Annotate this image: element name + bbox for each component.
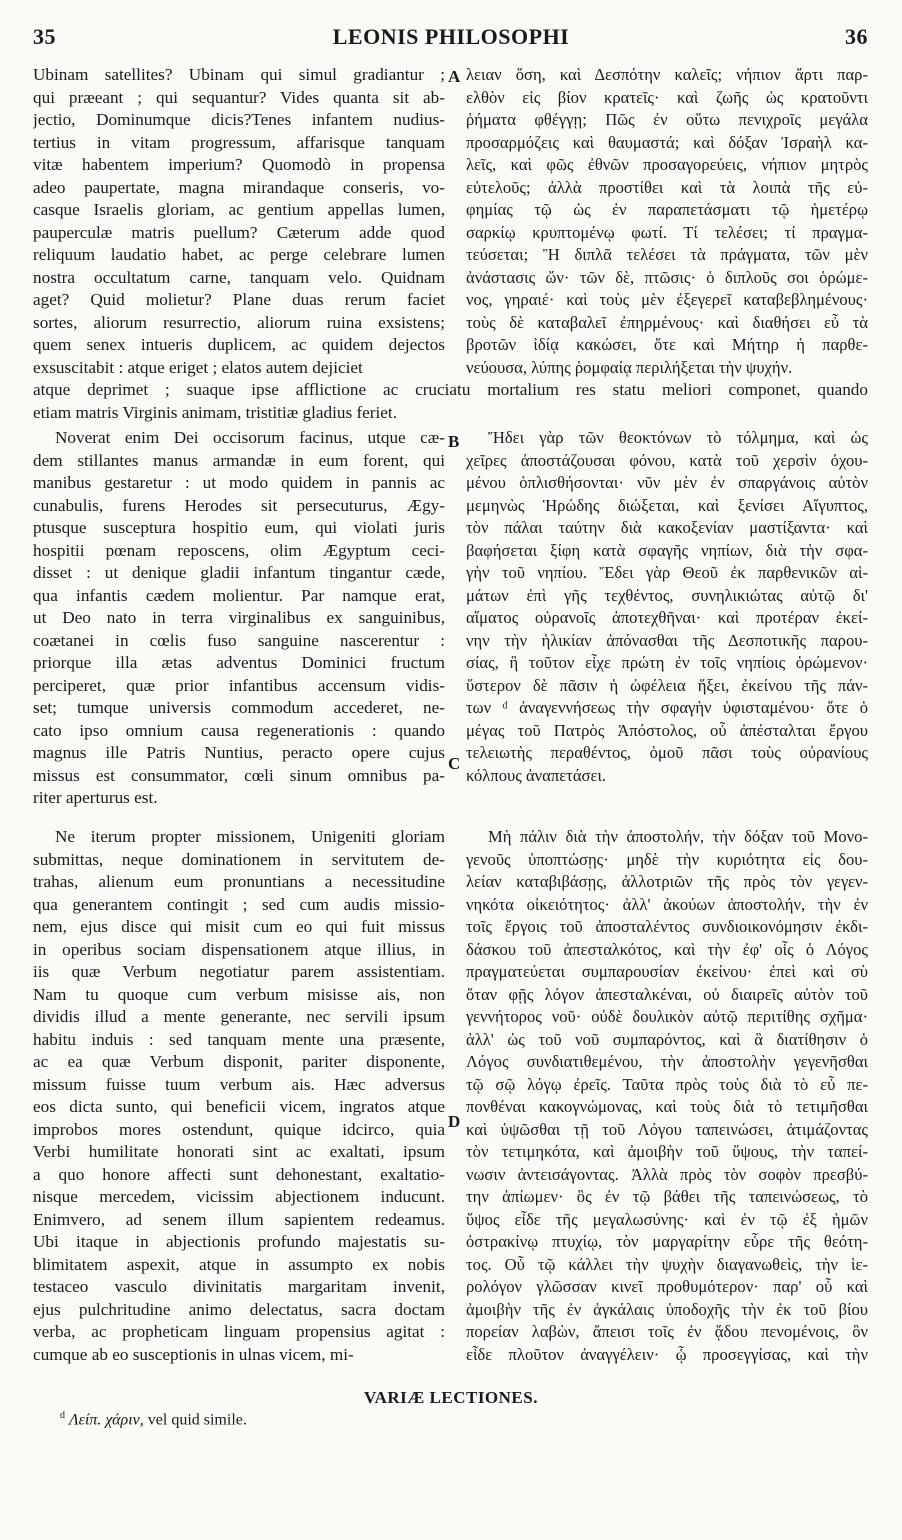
greek-column-middle <box>466 427 868 787</box>
text-line: trahas, alienum eum pronuntians a necessitudine <box>33 872 445 891</box>
text-line: hospitii pœnam reposcens, olim Ægyptum ceci- <box>33 540 445 560</box>
footnote-marker: d <box>60 1410 65 1421</box>
text-line: ἀμοιβὴν τῆς ἐν ἀγκάλαις ὑποδοχῆς τὴν ἐκ τοῦ βίου <box>466 1299 868 1319</box>
text-line: τοὺς δὲ καταβαλεῖ ἐπηρμένους· καὶ διαθήσει εὖ τὰ <box>466 312 868 332</box>
text-line: vitæ habentem imperium? Quomodò in propensa <box>33 155 445 174</box>
text-line: νεύουσα, λύπης ῥομφαίᾳ περιλήξεται τὴν ψυχήν. <box>466 357 793 377</box>
text-line: reliquum laudatio habet, ac perge celebrare lumen <box>33 245 445 264</box>
text-line: ὅταν φῇς λόγον ἀπεσταλκέναι, οὐ διαιρεῖς αὐτὸν τοῦ <box>466 984 868 1004</box>
text-line: πορείαν λαβὼν, ἄπεισι τοῖς ἐν ᾅδου πενομένοις, ὃν <box>466 1322 868 1341</box>
text-line: nisque mercedem, vicissim abjectionem inducunt. <box>33 1187 445 1206</box>
text-line: ῥήματα φθέγγῃ; Πῶς ἐν οὕτω πενιχροῖς μεγάλα <box>466 110 868 129</box>
text-line: λειαν ὅση, καὶ Δεσπότην καλεῖς; νήπιον ἄρτι παρ- <box>466 65 868 84</box>
variae-lectiones-heading: VARIÆ LECTIONES. <box>364 1388 538 1407</box>
text-line: nostra occultatum carne, tanquam velo. Quidnam <box>33 267 445 287</box>
text-line: missus est consummator, cœli sinum omnibus pa- <box>33 765 445 785</box>
text-line: tertius in vitam progressum, affarisque tanquam <box>33 132 445 152</box>
text-line: καὶ ὑψῶσθαι τῇ τοῦ Λόγου ταπεινώσει, ἀτιμάζοντας <box>466 1119 868 1139</box>
text-line: γεννήτορος νοῦ· οὐδὲ δουλικὸν αὐτῷ περιτίθης σχῆμα· <box>466 1007 868 1026</box>
latin-column-bottom <box>33 826 445 1366</box>
text-line: κόλπους ἀναπετάσει. <box>466 765 607 785</box>
text-line: jectio, Dominumque dicis?Tenes infantem nudius- <box>33 110 445 129</box>
text-line: cumque ab eo susceptionis in ulnas vicem, mi- <box>33 1344 354 1364</box>
text-line: quem senex intueris duplicem, ac quidem dejectos <box>33 335 445 354</box>
text-line: τὸν πάλαι ταύτην διὰ κακοξενίαν μαστίξαντα· καὶ <box>466 518 868 537</box>
text-line: Ubi itaque in abjectionis profundo majestatis su- <box>33 1232 445 1251</box>
text-line: riter aperturus est. <box>33 788 158 807</box>
text-line: δάσκου τοῦ ἀπεσταλκότος, καὶ τὴν ἐφ' οἷς ὁ Λόγος <box>466 939 868 959</box>
text-line: πραγματεύεται συμπαρουσίαν ἐκείνου· ἐπεὶ καὶ σὺ <box>466 962 868 981</box>
text-line: qui præeant ; qui sequantur? Vides quanta sit ab- <box>33 87 445 107</box>
text-line: προσαρμόζεις καὶ θαυμαστά; καὶ δόξαν Ἰσραὴλ κα- <box>466 132 868 152</box>
text-line: eos dicta sunto, qui beneficii vicem, ingratos atque <box>33 1097 445 1116</box>
text-line: ptusque susceptura hospitio eum, qui violati juris <box>33 518 445 537</box>
text-line: σαρκίῳ κρυπτομένῳ φωτί. Τί τελέσει; τί πραγμα- <box>466 222 868 242</box>
text-line: των ᵈ ἀναγεννήσεως τὴν σφαγὴν ὑφισταμένου· ὅτε ὁ <box>466 698 868 717</box>
greek-column-bottom <box>466 826 868 1366</box>
text-line: ut Deo nato in terra virginalibus ex sanguinibus, <box>33 608 445 627</box>
text-line: ὕστερον δὲ πᾶσιν ἡ ὠφέλεια ἥξει, ἐκείνου τῆς πάν- <box>466 675 868 695</box>
text-line: ὀστρακίνῳ πτυχίῳ, τὸν μαργαρίτην εὗρε τῆς θεότη- <box>466 1232 868 1251</box>
text-line: χεῖρες ἀποστάζουσαι φόνου, κατὰ τοῦ χερσὶν ὀχου- <box>466 450 868 470</box>
text-line: Noverat enim Dei occisorum facinus, utque cæ- <box>55 428 445 447</box>
text-line: νην τὴν ἡλικίαν ἀπόνασθαι τῆς Δεσποτικῆς παρου- <box>466 630 868 650</box>
text-line: etiam matris Virginis animam, tristitiæ gladius feriet. <box>33 402 397 422</box>
text-line: exsuscitabit : atque eriget ; elatos autem dejiciet <box>33 357 363 377</box>
footnote-greek: Λείπ. χάριν, <box>69 1411 144 1429</box>
text-line: Nam tu quoque cum verbum misisse ais, non <box>33 984 445 1004</box>
text-line: nem, ejus disce qui misit cum eo qui fuit missus <box>33 917 445 936</box>
text-line: ejus pulchritudine animo delectatus, sacra doctam <box>33 1299 445 1319</box>
margin-mark-b: B <box>448 432 460 451</box>
text-line: iis quæ Verbum negotiatur parem assistentiam. <box>33 962 445 981</box>
text-line: νος, γηραιέ· καὶ τοὺς μὲν ἐξεγερεῖ καταβεβλημένους· <box>466 290 868 309</box>
text-line: verba, ac propheticam linguam propensius agitat : <box>33 1322 445 1341</box>
text-line: in operibus sociam dispensationem atque illius, in <box>33 939 445 959</box>
text-line: cunabulis, furens Herodes sit persecuturus, Ægy- <box>33 495 445 515</box>
latin-column-top <box>33 64 445 379</box>
text-line: Enimvero, ad senem illum sapientem redeamus. <box>33 1209 445 1229</box>
text-line: pauperculæ matris puellum? Cæterum adde quod <box>33 222 445 242</box>
text-line: λείαν καταβιβάσῃς, ἀλλοτριῶν τῆς πρὸς τὸν γεγεν- <box>466 872 868 891</box>
text-line: βαφήσεται ξίφη κατὰ σφαγῆς νηπίων, διὰ τὴν σφα- <box>466 540 868 560</box>
text-line: dem stillantes manus armandæ in eum forent, qui <box>33 450 445 470</box>
text-line: ἀνάστασις ὤν· τῶν δὲ, πτῶσις· ὁ διπλοῦς σοι ὁρώμε- <box>466 267 868 287</box>
text-line: την ἀπίωμεν· ὃς ἐν τῷ βάθει τῆς ταπεινώσεως, τὸ <box>466 1187 868 1206</box>
latin-column-middle <box>33 427 445 810</box>
text-line: μέγας τοῦ Πατρὸς Ἀπόστολος, οὗ ἀπέσταλται ἔργου <box>466 720 868 740</box>
text-line: atque deprimet ; suaque ipse afflictione ac cruciatu mortalium res statu meliori componet, quando <box>33 380 868 399</box>
footnote <box>60 1410 247 1429</box>
text-line: Μὴ πάλιν διὰ τὴν ἀποστολήν, τὴν δόξαν τοῦ Μονο- <box>488 827 868 846</box>
spanning-text <box>33 379 868 424</box>
text-line: μάτων ἐπὶ γῆς τεχθέντος, συνηλικιώτας αὐτῷ δι' <box>466 585 868 605</box>
text-line: μένου ὁπλισθήσονται· νῦν μὲν ἐν σπαργάνοις αὐτὸν <box>466 473 868 492</box>
text-line: blimitatem aspexit, atque in assumpto ex nobis <box>33 1254 445 1274</box>
text-line: τος. Οὗ τῷ κάλλει τὴν ψυχὴν διαγανωθεὶς, τὴν ἱε- <box>466 1254 868 1274</box>
text-line: cato ipso omnium causa regenerationis : quando <box>33 720 445 740</box>
text-line: casque Israelis gloriam, ac gentium appellas lumen, <box>33 200 445 219</box>
text-line: dividis illud a mente generante, nec servili ipsum <box>33 1007 445 1026</box>
text-line: λεῖς, καὶ φῶς ἐθνῶν προσαγορεύεις, νήπιον μητρὸς <box>466 155 868 174</box>
text-line: habitu induis : sed tanquam mente una præsente, <box>33 1029 445 1049</box>
text-line: βροτῶν ἰδίᾳ κακώσει, ὅτε καὶ Μήτηρ ἡ παρθε- <box>466 335 868 354</box>
text-line: τελειωτὴς περαθέντος, ὁμοῦ πᾶσι τοὺς οὐρανίους <box>466 743 868 762</box>
text-line: disset : ut denique gladii infantum tingantur cæde, <box>33 563 445 582</box>
text-line: μεμηνὼς Ἡρώδης διώξεται, καὶ ξενίσει Αἴγυπτος, <box>466 495 868 515</box>
text-line: Ἤδει γὰρ τῶν θεοκτόνων τὸ τόλμημα, καὶ ὡς <box>488 428 868 447</box>
text-line: ἀλλ' ὡς τοῦ νοῦ συμπαρόντος, καὶ ἃ διατίθησιν ὁ <box>466 1029 868 1049</box>
text-line: ὕψος εἶδε τῆς μεγαλωσύνης· καὶ ἐν τῷ ἐξ ἡμῶν <box>466 1209 868 1229</box>
text-line: ρολόγον γλῶσσαν κινεῖ προθυμότερον· παρ' οὗ καὶ <box>466 1277 868 1296</box>
text-line: τῷ σῷ λόγῳ ἐρεῖς. Ταῦτα πρὸς τοὺς διὰ τὸ εὖ πε- <box>466 1074 868 1094</box>
left-page-number: 35 <box>33 24 56 49</box>
text-line: εἶδε πλοῦτον ἀναγγέλειν· ᾧ προσεγγίσας, καὶ τὴν <box>466 1344 868 1364</box>
text-line: τεύσεται; Ἢ διπλᾶ τελέσει τὰ πράγματα, τῶν μὲν <box>466 245 868 264</box>
text-line: qua infantis cædem molientur. Par namque erat, <box>33 585 445 605</box>
text-line: missum fuisse tuum verbum ais. Hæc adversus <box>33 1074 445 1094</box>
text-line: γὴν τοῦ νηπίου. Ἔδει γὰρ Θεοῦ ἐκ παρθενικῶν αἱ- <box>466 563 868 582</box>
text-line: coætanei in cœlis fuso sanguine nascerentur : <box>33 630 445 650</box>
text-line: πονθέναι κακογνώμονας, καὶ τοὺς διὰ τὸ τετιμῆσθαι <box>466 1097 868 1116</box>
running-title: LEONIS PHILOSOPHI <box>332 24 570 49</box>
text-line: σίας, ἣ τοῦτον εἶχε πρώτη ἐν τοῖς νηπίοις ὁρώμενον· <box>466 653 868 672</box>
text-line: νηκότα οἰκειότητος· ἀλλ' ἀκούων ἀποστολήν, τὴν ἐν <box>466 894 868 914</box>
greek-column-top <box>466 64 868 379</box>
text-line: ac ea quæ Verbum disponit, pariter disponente, <box>33 1052 445 1071</box>
text-line: submittas, neque dominationem in servitutem de- <box>33 849 445 869</box>
text-line: νωσιν ἀντεισάγοντας. Ἀλλὰ πρὸς τὸν σοφὸν πρεσβύ- <box>466 1164 868 1184</box>
text-line: εὐτελοῦς; ἀλλὰ προστίθει καὶ τὰ λοιπὰ τῆς εὐ- <box>466 177 868 197</box>
text-line: set; tumque universis commodum accederet, ne- <box>33 698 445 717</box>
text-line: priorque illa ætas adventus Dominici fructum <box>33 653 445 672</box>
text-line: γενοῦς ὑποπτώσῃς· μηδὲ τὴν κυριότητα εἰς δου- <box>466 849 868 869</box>
text-line: qua generantem contingit ; sed cum audis missio- <box>33 894 445 914</box>
margin-mark-a: A <box>448 67 461 86</box>
text-line: ελθὸν εἰς βίον κρατεῖς· καὶ ζωῆς ὡς κρατοῦντι <box>466 87 868 107</box>
text-line: adeo paupertate, magna mirandaque conseris, vo- <box>33 177 445 197</box>
right-page-number: 36 <box>845 24 868 49</box>
margin-mark-c: C <box>448 754 461 773</box>
text-line: aget? Quid molietur? Plane duas rerum faciet <box>33 290 445 309</box>
text-line: τοῖς ἔργοις τοῦ ἀποσταλέντος συνδιοικονόμησιν ἐκδι- <box>466 917 868 936</box>
text-line: sortes, aliorum resurrectio, aliorum ruina exsistens; <box>33 312 445 332</box>
text-line: improbos mores ostendunt, quique idcirco, quia <box>33 1119 445 1139</box>
text-line: manibus gestaretur : ut modo quidem in pannis ac <box>33 473 445 492</box>
text-line: τὸν τετιμηκότα, καὶ ἀμοιβὴν τοῦ ὕψους, τὴν ταπεί- <box>466 1142 868 1161</box>
text-line: Verbi humilitate honorati sint ac exaltati, ipsum <box>33 1142 445 1161</box>
text-line: perciperet, quæ prior infantibus accensum vidis- <box>33 675 445 695</box>
footnote-latin: vel quid simile. <box>147 1411 247 1429</box>
margin-mark-d: D <box>448 1112 461 1131</box>
text-line: αἵματος οὐρανοῖς ἀποτεχθῆναι· καὶ προτέραν ἐκεί- <box>466 608 868 627</box>
text-line: Ubinam satellites? Ubinam qui simul gradiantur ; <box>33 65 445 84</box>
text-line: φημίας τῷ ὡς ἐν παραπετάσματι τῷ ἡμετέρῳ <box>466 200 868 219</box>
text-line: testaceo vasculo divinitatis margaritam invenit, <box>33 1277 445 1296</box>
text-line: Λόγος συνδιατιθεμένου, τὴν ἀποστολὴν γεγενῆσθαι <box>466 1052 868 1071</box>
text-line: Ne iterum propter missionem, Unigeniti gloriam <box>55 827 445 846</box>
text-line: a quo honore affecti sunt dehonestant, exaltatio- <box>33 1164 445 1184</box>
text-line: magnus ille Patris Nuntius, peracto opere cujus <box>33 743 445 762</box>
